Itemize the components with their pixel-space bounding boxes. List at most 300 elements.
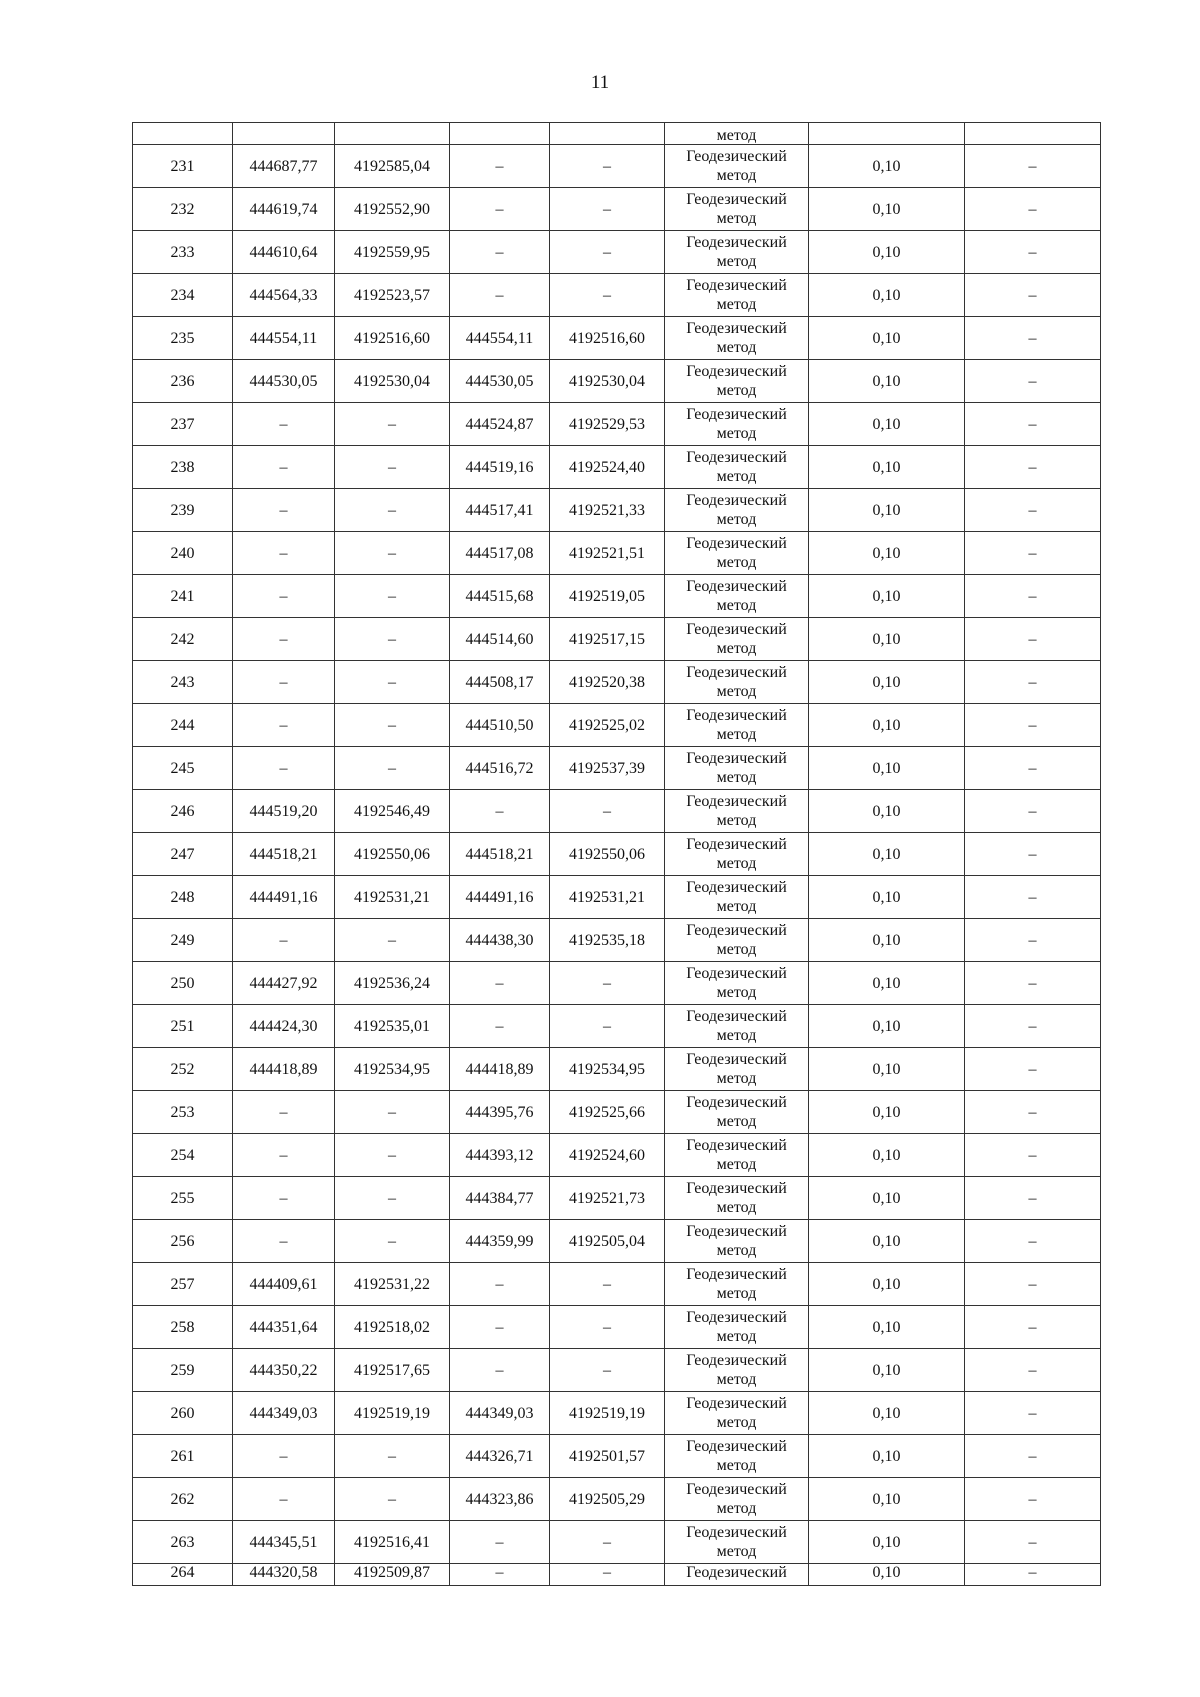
accuracy-cell: 0,10: [809, 747, 965, 790]
y1-cell: 4192559,95: [335, 231, 450, 274]
method-cell: [665, 1220, 809, 1263]
y1-cell: 4192519,19: [335, 1392, 450, 1435]
y2-cell: –: [550, 188, 665, 231]
method-line-1: Геодезический: [686, 664, 787, 681]
point-number-cell: 264: [133, 1564, 233, 1586]
accuracy-cell: 0,10: [809, 790, 965, 833]
table-row: [133, 360, 1101, 403]
method-line-1: Геодезический: [686, 1438, 787, 1455]
method-line-2: метод: [716, 468, 757, 485]
point-number-cell: 252: [133, 1048, 233, 1091]
point-number-cell: 261: [133, 1435, 233, 1478]
y1-cell: 4192531,21: [335, 876, 450, 919]
extra-cell: –: [965, 231, 1101, 274]
method-cell: [665, 1263, 809, 1306]
accuracy-cell: 0,10: [809, 1220, 965, 1263]
method-line-2: метод: [716, 640, 757, 657]
method-cell: [665, 532, 809, 575]
accuracy-cell: 0,10: [809, 231, 965, 274]
method-line-2: метод: [716, 726, 757, 743]
accuracy-cell: 0,10: [809, 1005, 965, 1048]
extra-cell: –: [965, 704, 1101, 747]
method-line-1: Геодезический: [686, 535, 787, 552]
method-cell: [665, 747, 809, 790]
point-number-cell: 247: [133, 833, 233, 876]
y2-cell: 4192524,40: [550, 446, 665, 489]
method-line-1: Геодезический: [686, 836, 787, 853]
method-cell: [665, 919, 809, 962]
point-number-cell: 259: [133, 1349, 233, 1392]
x1-cell: 444418,89: [233, 1048, 335, 1091]
method-cell: метод: [665, 123, 809, 145]
y2-cell: 4192525,66: [550, 1091, 665, 1134]
table-row: [133, 876, 1101, 919]
x1-cell: 444350,22: [233, 1349, 335, 1392]
table-row: [133, 403, 1101, 446]
x1-cell: –: [233, 661, 335, 704]
accuracy-cell: 0,10: [809, 704, 965, 747]
extra-cell: –: [965, 1306, 1101, 1349]
accuracy-cell: 0,10: [809, 360, 965, 403]
x1-cell: 444491,16: [233, 876, 335, 919]
table-row: [133, 618, 1101, 661]
accuracy-cell: 0,10: [809, 1564, 965, 1586]
y2-cell: –: [550, 1564, 665, 1586]
y1-cell: –: [335, 919, 450, 962]
method-line-2: метод: [716, 511, 757, 528]
accuracy-cell: 0,10: [809, 833, 965, 876]
method-line-2: метод: [716, 382, 757, 399]
y2-cell: –: [550, 790, 665, 833]
x2-cell: 444517,41: [450, 489, 550, 532]
accuracy-cell: 0,10: [809, 188, 965, 231]
method-line-1: Геодезический: [686, 1180, 787, 1197]
method-line-1: Геодезический: [686, 1352, 787, 1369]
x1-cell: 444687,77: [233, 145, 335, 188]
y1-cell: 4192516,41: [335, 1521, 450, 1564]
method-line-2: метод: [716, 769, 757, 786]
point-number-cell: 246: [133, 790, 233, 833]
table-row: [133, 317, 1101, 360]
method-line-1: Геодезический: [686, 922, 787, 939]
table-row: [133, 1306, 1101, 1349]
y1-cell: 4192530,04: [335, 360, 450, 403]
point-number-cell: 231: [133, 145, 233, 188]
point-number-cell: 236: [133, 360, 233, 403]
y2-cell: 4192520,38: [550, 661, 665, 704]
extra-cell: –: [965, 618, 1101, 661]
method-cell: [665, 704, 809, 747]
x1-cell: –: [233, 747, 335, 790]
table-cell: [450, 123, 550, 145]
method-line-1: Геодезический: [686, 449, 787, 466]
method-line-1: Геодезический: [686, 965, 787, 982]
method-line-1: Геодезический: [686, 406, 787, 423]
extra-cell: –: [965, 919, 1101, 962]
method-line-2: метод: [716, 296, 757, 313]
point-number-cell: 256: [133, 1220, 233, 1263]
y1-cell: –: [335, 661, 450, 704]
x2-cell: –: [450, 1564, 550, 1586]
point-number-cell: 239: [133, 489, 233, 532]
x2-cell: 444384,77: [450, 1177, 550, 1220]
method-cell: [665, 489, 809, 532]
method-line-2: метод: [716, 1070, 757, 1087]
x1-cell: 444518,21: [233, 833, 335, 876]
method-line-2: метод: [716, 554, 757, 571]
extra-cell: –: [965, 489, 1101, 532]
y1-cell: 4192585,04: [335, 145, 450, 188]
x2-cell: 444524,87: [450, 403, 550, 446]
extra-cell: –: [965, 1263, 1101, 1306]
extra-cell: –: [965, 747, 1101, 790]
table-row: [133, 1392, 1101, 1435]
method-line-1: Геодезический: [686, 750, 787, 767]
table-row: [133, 1564, 1101, 1586]
method-line-1: Геодезический: [686, 578, 787, 595]
point-number-cell: 238: [133, 446, 233, 489]
table-row: [133, 1478, 1101, 1521]
table-row: [133, 747, 1101, 790]
y2-cell: 4192516,60: [550, 317, 665, 360]
x1-cell: –: [233, 403, 335, 446]
y1-cell: –: [335, 747, 450, 790]
x2-cell: 444519,16: [450, 446, 550, 489]
x1-cell: 444554,11: [233, 317, 335, 360]
x1-cell: –: [233, 532, 335, 575]
extra-cell: –: [965, 1220, 1101, 1263]
extra-cell: –: [965, 274, 1101, 317]
x1-cell: 444424,30: [233, 1005, 335, 1048]
x1-cell: –: [233, 575, 335, 618]
y1-cell: –: [335, 704, 450, 747]
table-cell: [550, 123, 665, 145]
method-line-2: метод: [716, 1199, 757, 1216]
y2-cell: –: [550, 1306, 665, 1349]
extra-cell: –: [965, 1521, 1101, 1564]
y1-cell: 4192546,49: [335, 790, 450, 833]
table-row-continued: [133, 123, 1101, 145]
x2-cell: –: [450, 145, 550, 188]
extra-cell: –: [965, 532, 1101, 575]
method-line-2: метод: [716, 812, 757, 829]
method-line-1: Геодезический: [686, 707, 787, 724]
method-cell: [665, 1435, 809, 1478]
y2-cell: 4192524,60: [550, 1134, 665, 1177]
y2-cell: –: [550, 145, 665, 188]
x1-cell: 444610,64: [233, 231, 335, 274]
method-line-1: Геодезический: [686, 277, 787, 294]
method-line-2: метод: [716, 425, 757, 442]
x2-cell: –: [450, 790, 550, 833]
method-line-1: Геодезический: [686, 1051, 787, 1068]
x1-cell: 444409,61: [233, 1263, 335, 1306]
y2-cell: 4192525,02: [550, 704, 665, 747]
method-cell: [665, 360, 809, 403]
extra-cell: –: [965, 446, 1101, 489]
table-cell: [965, 123, 1101, 145]
y1-cell: 4192523,57: [335, 274, 450, 317]
x1-cell: –: [233, 489, 335, 532]
y2-cell: 4192550,06: [550, 833, 665, 876]
method-line-1: Геодезический: [686, 621, 787, 638]
x2-cell: –: [450, 231, 550, 274]
method-cell: [665, 1349, 809, 1392]
method-line-2: метод: [716, 1156, 757, 1173]
accuracy-cell: 0,10: [809, 1435, 965, 1478]
point-number-cell: 233: [133, 231, 233, 274]
x2-cell: 444554,11: [450, 317, 550, 360]
method-cell: [665, 962, 809, 1005]
method-line-1: Геодезический: [686, 1266, 787, 1283]
x2-cell: –: [450, 1521, 550, 1564]
y2-cell: 4192517,15: [550, 618, 665, 661]
table-row: [133, 1220, 1101, 1263]
accuracy-cell: 0,10: [809, 403, 965, 446]
accuracy-cell: 0,10: [809, 317, 965, 360]
method-line-2: метод: [716, 1328, 757, 1345]
extra-cell: –: [965, 790, 1101, 833]
extra-cell: –: [965, 661, 1101, 704]
table-row: [133, 1134, 1101, 1177]
method-line-2: метод: [716, 597, 757, 614]
x1-cell: 444619,74: [233, 188, 335, 231]
method-line-1: Геодезический: [686, 191, 787, 208]
x2-cell: 444516,72: [450, 747, 550, 790]
y2-cell: 4192531,21: [550, 876, 665, 919]
method-line-1: Геодезический: [686, 1008, 787, 1025]
extra-cell: –: [965, 1005, 1101, 1048]
method-line-1: Геодезический: [686, 1223, 787, 1240]
x2-cell: –: [450, 1263, 550, 1306]
y2-cell: 4192521,33: [550, 489, 665, 532]
y2-cell: 4192519,19: [550, 1392, 665, 1435]
method-cell: Геодезический: [665, 1564, 809, 1586]
method-cell: [665, 876, 809, 919]
x1-cell: –: [233, 446, 335, 489]
y2-cell: 4192521,73: [550, 1177, 665, 1220]
point-number-cell: 235: [133, 317, 233, 360]
accuracy-cell: 0,10: [809, 876, 965, 919]
point-number-cell: 242: [133, 618, 233, 661]
accuracy-cell: 0,10: [809, 1177, 965, 1220]
extra-cell: –: [965, 145, 1101, 188]
y2-cell: 4192521,51: [550, 532, 665, 575]
table-row: [133, 1435, 1101, 1478]
method-line-1: Геодезический: [686, 234, 787, 251]
y1-cell: 4192536,24: [335, 962, 450, 1005]
y1-cell: –: [335, 1435, 450, 1478]
x2-cell: –: [450, 188, 550, 231]
x1-cell: –: [233, 1220, 335, 1263]
x1-cell: –: [233, 1091, 335, 1134]
point-number-cell: 248: [133, 876, 233, 919]
point-number-cell: 253: [133, 1091, 233, 1134]
y2-cell: 4192535,18: [550, 919, 665, 962]
method-line-1: Геодезический: [686, 1137, 787, 1154]
point-number-cell: 240: [133, 532, 233, 575]
accuracy-cell: 0,10: [809, 618, 965, 661]
method-line-2: метод: [716, 683, 757, 700]
method-line-1: Геодезический: [686, 1395, 787, 1412]
method-cell: [665, 1048, 809, 1091]
method-line-2: метод: [716, 941, 757, 958]
y2-cell: 4192501,57: [550, 1435, 665, 1478]
extra-cell: –: [965, 1564, 1101, 1586]
x2-cell: 444359,99: [450, 1220, 550, 1263]
point-number-cell: 250: [133, 962, 233, 1005]
x2-cell: 444510,50: [450, 704, 550, 747]
method-cell: [665, 1134, 809, 1177]
y1-cell: –: [335, 1134, 450, 1177]
method-line-1: Геодезический: [686, 879, 787, 896]
method-cell: [665, 1306, 809, 1349]
accuracy-cell: 0,10: [809, 1091, 965, 1134]
accuracy-cell: 0,10: [809, 489, 965, 532]
accuracy-cell: 0,10: [809, 446, 965, 489]
method-cell: [665, 188, 809, 231]
method-cell: [665, 1521, 809, 1564]
extra-cell: –: [965, 1091, 1101, 1134]
method-cell: [665, 403, 809, 446]
accuracy-cell: 0,10: [809, 1349, 965, 1392]
y1-cell: –: [335, 1220, 450, 1263]
x1-cell: 444349,03: [233, 1392, 335, 1435]
method-cell: [665, 1478, 809, 1521]
y1-cell: 4192518,02: [335, 1306, 450, 1349]
point-number-cell: 244: [133, 704, 233, 747]
y1-cell: 4192516,60: [335, 317, 450, 360]
accuracy-cell: 0,10: [809, 1392, 965, 1435]
y2-cell: –: [550, 1005, 665, 1048]
y1-cell: 4192531,22: [335, 1263, 450, 1306]
x2-cell: 444395,76: [450, 1091, 550, 1134]
table-row: [133, 145, 1101, 188]
x1-cell: 444519,20: [233, 790, 335, 833]
x1-cell: 444564,33: [233, 274, 335, 317]
y1-cell: 4192517,65: [335, 1349, 450, 1392]
method-line-1: Геодезический: [686, 148, 787, 165]
table-row: [133, 274, 1101, 317]
y1-cell: 4192534,95: [335, 1048, 450, 1091]
y1-cell: 4192535,01: [335, 1005, 450, 1048]
accuracy-cell: 0,10: [809, 145, 965, 188]
method-line-2: метод: [716, 1371, 757, 1388]
x2-cell: 444530,05: [450, 360, 550, 403]
y2-cell: –: [550, 231, 665, 274]
extra-cell: –: [965, 1435, 1101, 1478]
point-number-cell: 232: [133, 188, 233, 231]
method-cell: [665, 1392, 809, 1435]
method-cell: [665, 1005, 809, 1048]
x2-cell: 444518,21: [450, 833, 550, 876]
accuracy-cell: 0,10: [809, 962, 965, 1005]
y2-cell: –: [550, 1263, 665, 1306]
x2-cell: –: [450, 962, 550, 1005]
x1-cell: –: [233, 1435, 335, 1478]
extra-cell: –: [965, 962, 1101, 1005]
x2-cell: 444323,86: [450, 1478, 550, 1521]
y1-cell: –: [335, 532, 450, 575]
extra-cell: –: [965, 575, 1101, 618]
x2-cell: 444491,16: [450, 876, 550, 919]
extra-cell: –: [965, 876, 1101, 919]
x2-cell: –: [450, 1349, 550, 1392]
method-cell: [665, 1177, 809, 1220]
y1-cell: 4192552,90: [335, 188, 450, 231]
method-line-2: метод: [716, 1457, 757, 1474]
accuracy-cell: 0,10: [809, 1048, 965, 1091]
y1-cell: –: [335, 403, 450, 446]
x1-cell: –: [233, 1134, 335, 1177]
table-row: [133, 231, 1101, 274]
point-number-cell: 234: [133, 274, 233, 317]
extra-cell: –: [965, 403, 1101, 446]
table-row: [133, 575, 1101, 618]
x2-cell: 444517,08: [450, 532, 550, 575]
y2-cell: 4192534,95: [550, 1048, 665, 1091]
y1-cell: –: [335, 1478, 450, 1521]
method-cell: [665, 145, 809, 188]
point-number-cell: 245: [133, 747, 233, 790]
extra-cell: –: [965, 1478, 1101, 1521]
method-cell: [665, 661, 809, 704]
table-row: [133, 1349, 1101, 1392]
table-row: [133, 661, 1101, 704]
table-cell: [809, 123, 965, 145]
method-cell: [665, 833, 809, 876]
y1-cell: –: [335, 1091, 450, 1134]
method-line-1: Геодезический: [686, 1309, 787, 1326]
x2-cell: 444508,17: [450, 661, 550, 704]
y2-cell: –: [550, 274, 665, 317]
table-row: [133, 962, 1101, 1005]
method-line-2: метод: [716, 210, 757, 227]
accuracy-cell: 0,10: [809, 575, 965, 618]
y1-cell: –: [335, 1177, 450, 1220]
method-line-1: Геодезический: [686, 793, 787, 810]
method-cell: [665, 274, 809, 317]
point-number-cell: 255: [133, 1177, 233, 1220]
table-row: [133, 1521, 1101, 1564]
method-line-2: метод: [716, 984, 757, 1001]
method-cell: [665, 446, 809, 489]
table-row: [133, 446, 1101, 489]
point-number-cell: 249: [133, 919, 233, 962]
y2-cell: 4192537,39: [550, 747, 665, 790]
y1-cell: –: [335, 446, 450, 489]
extra-cell: –: [965, 1177, 1101, 1220]
table-row: [133, 704, 1101, 747]
extra-cell: –: [965, 833, 1101, 876]
method-line-2: метод: [716, 1285, 757, 1302]
x2-cell: 444514,60: [450, 618, 550, 661]
y2-cell: –: [550, 962, 665, 1005]
extra-cell: –: [965, 360, 1101, 403]
extra-cell: –: [965, 1349, 1101, 1392]
accuracy-cell: 0,10: [809, 661, 965, 704]
extra-cell: –: [965, 1392, 1101, 1435]
page-number: 11: [590, 72, 610, 93]
method-line-2: метод: [716, 855, 757, 872]
x1-cell: 444427,92: [233, 962, 335, 1005]
table-row: [133, 1091, 1101, 1134]
y1-cell: 4192509,87: [335, 1564, 450, 1586]
method-line-2: метод: [716, 1414, 757, 1431]
point-number-cell: 251: [133, 1005, 233, 1048]
x2-cell: –: [450, 1306, 550, 1349]
x1-cell: 444320,58: [233, 1564, 335, 1586]
